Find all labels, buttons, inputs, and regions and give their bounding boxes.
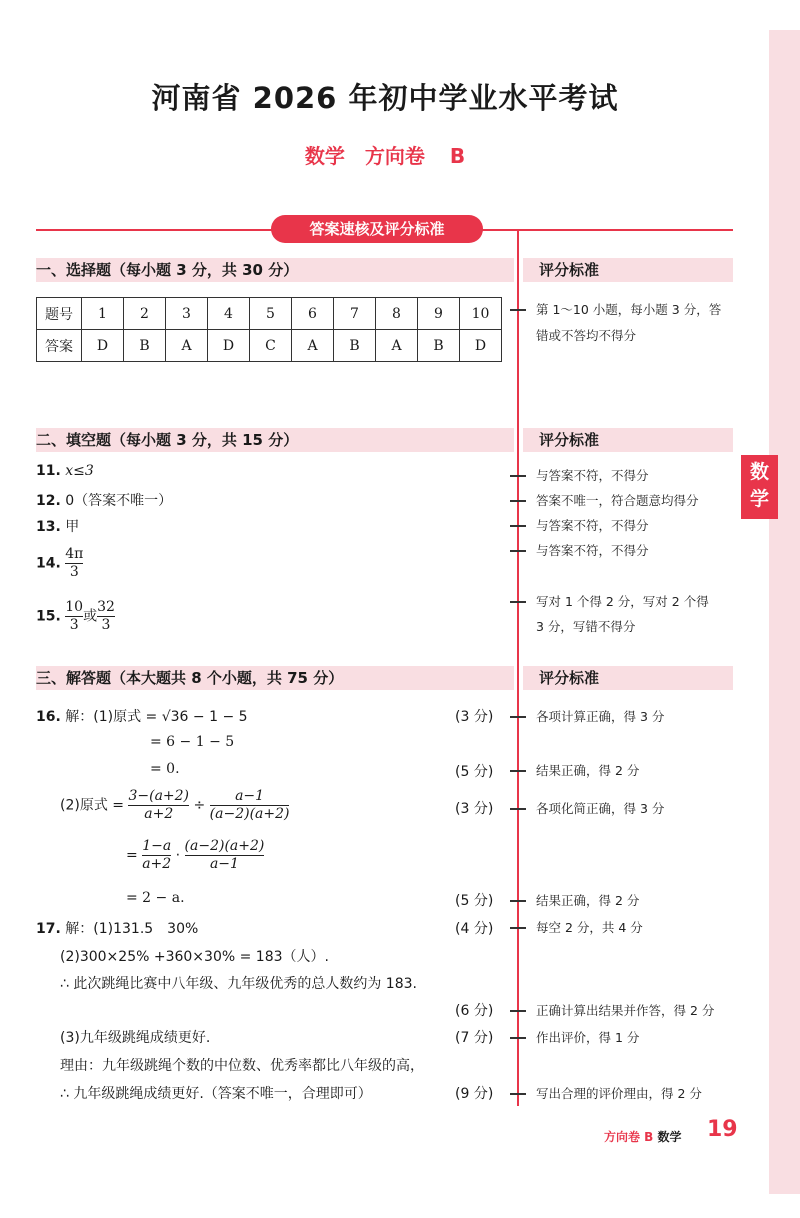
footer-label	[604, 1128, 682, 1145]
table-row-questions	[37, 298, 502, 330]
table-cell: C	[250, 330, 292, 362]
score-mark: (3 分)	[455, 801, 494, 817]
item-number: 14.	[36, 555, 61, 572]
connector-tick	[510, 500, 526, 502]
fill-item-15	[36, 599, 115, 634]
std-line: 各项计算正确，得 3 分	[536, 709, 665, 724]
section1-heading: 一、选择题（每小题 3 分，共 30 分）	[36, 261, 299, 279]
section1-band	[36, 258, 514, 282]
or-word: 或	[83, 608, 98, 625]
fraction	[185, 838, 265, 873]
q16-part2-line1	[60, 788, 289, 823]
fraction-denominator: 3	[65, 616, 83, 634]
item-number: 16.	[36, 709, 61, 725]
table-cell: 3	[166, 298, 208, 330]
q17-line1	[36, 918, 198, 938]
connector-tick	[510, 1037, 526, 1039]
fraction	[142, 838, 171, 873]
connector-tick	[510, 1093, 526, 1095]
fraction-denominator: a−1	[185, 855, 265, 873]
item-answer: 甲	[65, 519, 80, 535]
score-mark: (6 分)	[455, 1003, 494, 1019]
connector-tick	[510, 601, 526, 603]
table-cell: 7	[334, 298, 376, 330]
std-line: 各项化简正确，得 3 分	[536, 801, 665, 816]
table-cell: B	[124, 330, 166, 362]
row-label-question: 题号	[37, 298, 82, 330]
score-mark: (5 分)	[455, 764, 494, 780]
q17-line3: ∴ 此次跳绳比赛中八年级、九年级优秀的总人数约为 183.	[60, 976, 417, 992]
table-cell: 10	[460, 298, 502, 330]
section1-std-heading: 评分标准	[539, 261, 600, 279]
right-margin-strip	[769, 30, 800, 1194]
section2-heading: 二、填空题（每小题 3 分，共 15 分）	[36, 431, 299, 449]
std-item-11: 与答案不符，不得分	[536, 468, 649, 483]
connector-tick	[510, 927, 526, 929]
q17-line4: (3)九年级跳绳成绩更好.	[60, 1030, 211, 1046]
fraction-numerator: 10	[65, 599, 84, 615]
row-label-answer: 答案	[37, 330, 82, 362]
connector-tick	[510, 900, 526, 902]
column-divider	[517, 229, 519, 1106]
q16-part2-line2	[126, 838, 264, 873]
q17-line2: (2)300×25% +360×30% = 183（人）.	[60, 949, 329, 965]
connector-tick	[510, 475, 526, 477]
q17-line5: 理由：九年级跳绳个数的中位数、优秀率都比八年级的高，	[60, 1058, 424, 1074]
score-mark: (4 分)	[455, 921, 494, 937]
section2-std-band	[523, 428, 733, 452]
fraction	[65, 546, 83, 581]
item-number: 15.	[36, 608, 61, 625]
score-mark: (9 分)	[455, 1086, 494, 1102]
fraction	[210, 788, 290, 823]
item-answer: 0（答案不唯一）	[65, 493, 173, 509]
division-sign: ÷	[193, 797, 206, 814]
fraction-denominator: 3	[65, 563, 83, 581]
fraction	[97, 599, 115, 634]
footer-subject: 数学	[657, 1130, 682, 1144]
std-line: 每空 2 分，共 4 分	[536, 920, 643, 935]
connector-tick	[510, 550, 526, 552]
fraction-numerator: 1−a	[142, 838, 172, 854]
connector-tick	[510, 770, 526, 772]
std-line: 结果正确，得 2 分	[536, 893, 640, 908]
page-title: 河南省 2026 年初中学业水平考试	[151, 81, 619, 115]
section1-std-line1: 第 1～10 小题，每小题 3 分，答	[536, 302, 722, 317]
q16-line1	[36, 706, 248, 726]
section3-std-band	[523, 666, 733, 690]
table-cell: D	[208, 330, 250, 362]
q17-line6: ∴ 九年级跳绳成绩更好.（答案不唯一，合理即可）	[60, 1086, 372, 1102]
equals-sign: =	[126, 847, 138, 864]
table-cell: 8	[376, 298, 418, 330]
section1-std-line2: 错或不答均不得分	[536, 328, 637, 343]
table-cell: D	[82, 330, 124, 362]
fraction-denominator: (a−2)(a+2)	[209, 806, 290, 822]
table-cell: A	[292, 330, 334, 362]
std-line: 写出合理的评价理由，得 2 分	[536, 1086, 702, 1101]
table-cell: 4	[208, 298, 250, 330]
fill-item-13	[36, 516, 79, 536]
page-number: 19	[707, 1117, 738, 1142]
fraction-denominator: 3	[97, 616, 115, 634]
fraction-denominator: a+2	[128, 805, 189, 823]
table-cell: 2	[124, 298, 166, 330]
fraction	[128, 788, 189, 823]
table-cell: B	[334, 330, 376, 362]
connector-tick	[510, 808, 526, 810]
section2-std-heading: 评分标准	[539, 431, 600, 449]
solution-text: (2)原式 =	[60, 797, 125, 814]
fraction-numerator: 4π	[65, 546, 84, 562]
subject-side-tab: 数学	[741, 455, 778, 519]
item-number: 12.	[36, 493, 61, 509]
fill-item-12	[36, 490, 172, 510]
table-cell: B	[418, 330, 460, 362]
std-item-12: 答案不唯一，符合题意均得分	[536, 493, 699, 508]
table-cell: A	[376, 330, 418, 362]
connector-tick	[510, 716, 526, 718]
fill-item-11	[36, 463, 94, 479]
fraction-numerator: 32	[97, 599, 115, 615]
section3-band	[36, 666, 514, 690]
solution-text: 解：(1)131.5 30%	[65, 921, 199, 937]
table-cell: 1	[82, 298, 124, 330]
std-item-15-line2: 3 分，写错不得分	[536, 619, 636, 634]
fraction-numerator: 3−(a+2)	[128, 788, 190, 804]
table-cell: 5	[250, 298, 292, 330]
fraction-numerator: (a−2)(a+2)	[184, 838, 265, 854]
item-number: 11.	[36, 463, 61, 479]
std-line: 结果正确，得 2 分	[536, 763, 640, 778]
fraction-denominator: a+2	[142, 856, 172, 872]
fraction-numerator: a−1	[235, 788, 265, 804]
section3-heading: 三、解答题（本大题共 8 个小题，共 75 分）	[36, 669, 344, 687]
std-item-15-line1: 写对 1 个得 2 分，写对 2 个得	[536, 594, 709, 609]
score-mark: (5 分)	[455, 893, 494, 909]
connector-tick	[510, 525, 526, 527]
fraction	[65, 599, 83, 634]
table-cell: 9	[418, 298, 460, 330]
score-mark: (7 分)	[455, 1030, 494, 1046]
multiply-dot: ·	[175, 847, 181, 864]
std-item-14: 与答案不符，不得分	[536, 543, 649, 558]
fill-item-14	[36, 546, 83, 581]
solution-text: 解：(1)原式 = √36 − 1 − 5	[65, 709, 248, 725]
item-number: 13.	[36, 519, 61, 535]
page-subtitle: 数学 方向卷 B	[304, 144, 466, 168]
footer-paper: 方向卷 B	[604, 1130, 654, 1144]
std-line: 作出评价，得 1 分	[536, 1030, 640, 1045]
answer-banner: 答案速核及评分标准	[271, 215, 483, 243]
std-line: 正确计算出结果并作答，得 2 分	[536, 1003, 715, 1018]
table-cell: D	[460, 330, 502, 362]
q16-line2: = 6 − 1 − 5	[150, 734, 235, 750]
table-row-answers	[37, 330, 502, 362]
answer-table	[36, 297, 502, 362]
item-number: 17.	[36, 921, 61, 937]
connector-tick	[510, 1010, 526, 1012]
section3-std-heading: 评分标准	[539, 669, 600, 687]
item-answer: x≤3	[65, 463, 94, 479]
score-mark: (3 分)	[455, 709, 494, 725]
table-cell: A	[166, 330, 208, 362]
q16-line3: = 0.	[150, 761, 180, 777]
q16-part2-line3: = 2 − a.	[126, 890, 185, 906]
table-cell: 6	[292, 298, 334, 330]
section1-std-band	[523, 258, 733, 282]
section2-band	[36, 428, 514, 452]
connector-tick	[510, 309, 526, 311]
std-item-13: 与答案不符，不得分	[536, 518, 649, 533]
